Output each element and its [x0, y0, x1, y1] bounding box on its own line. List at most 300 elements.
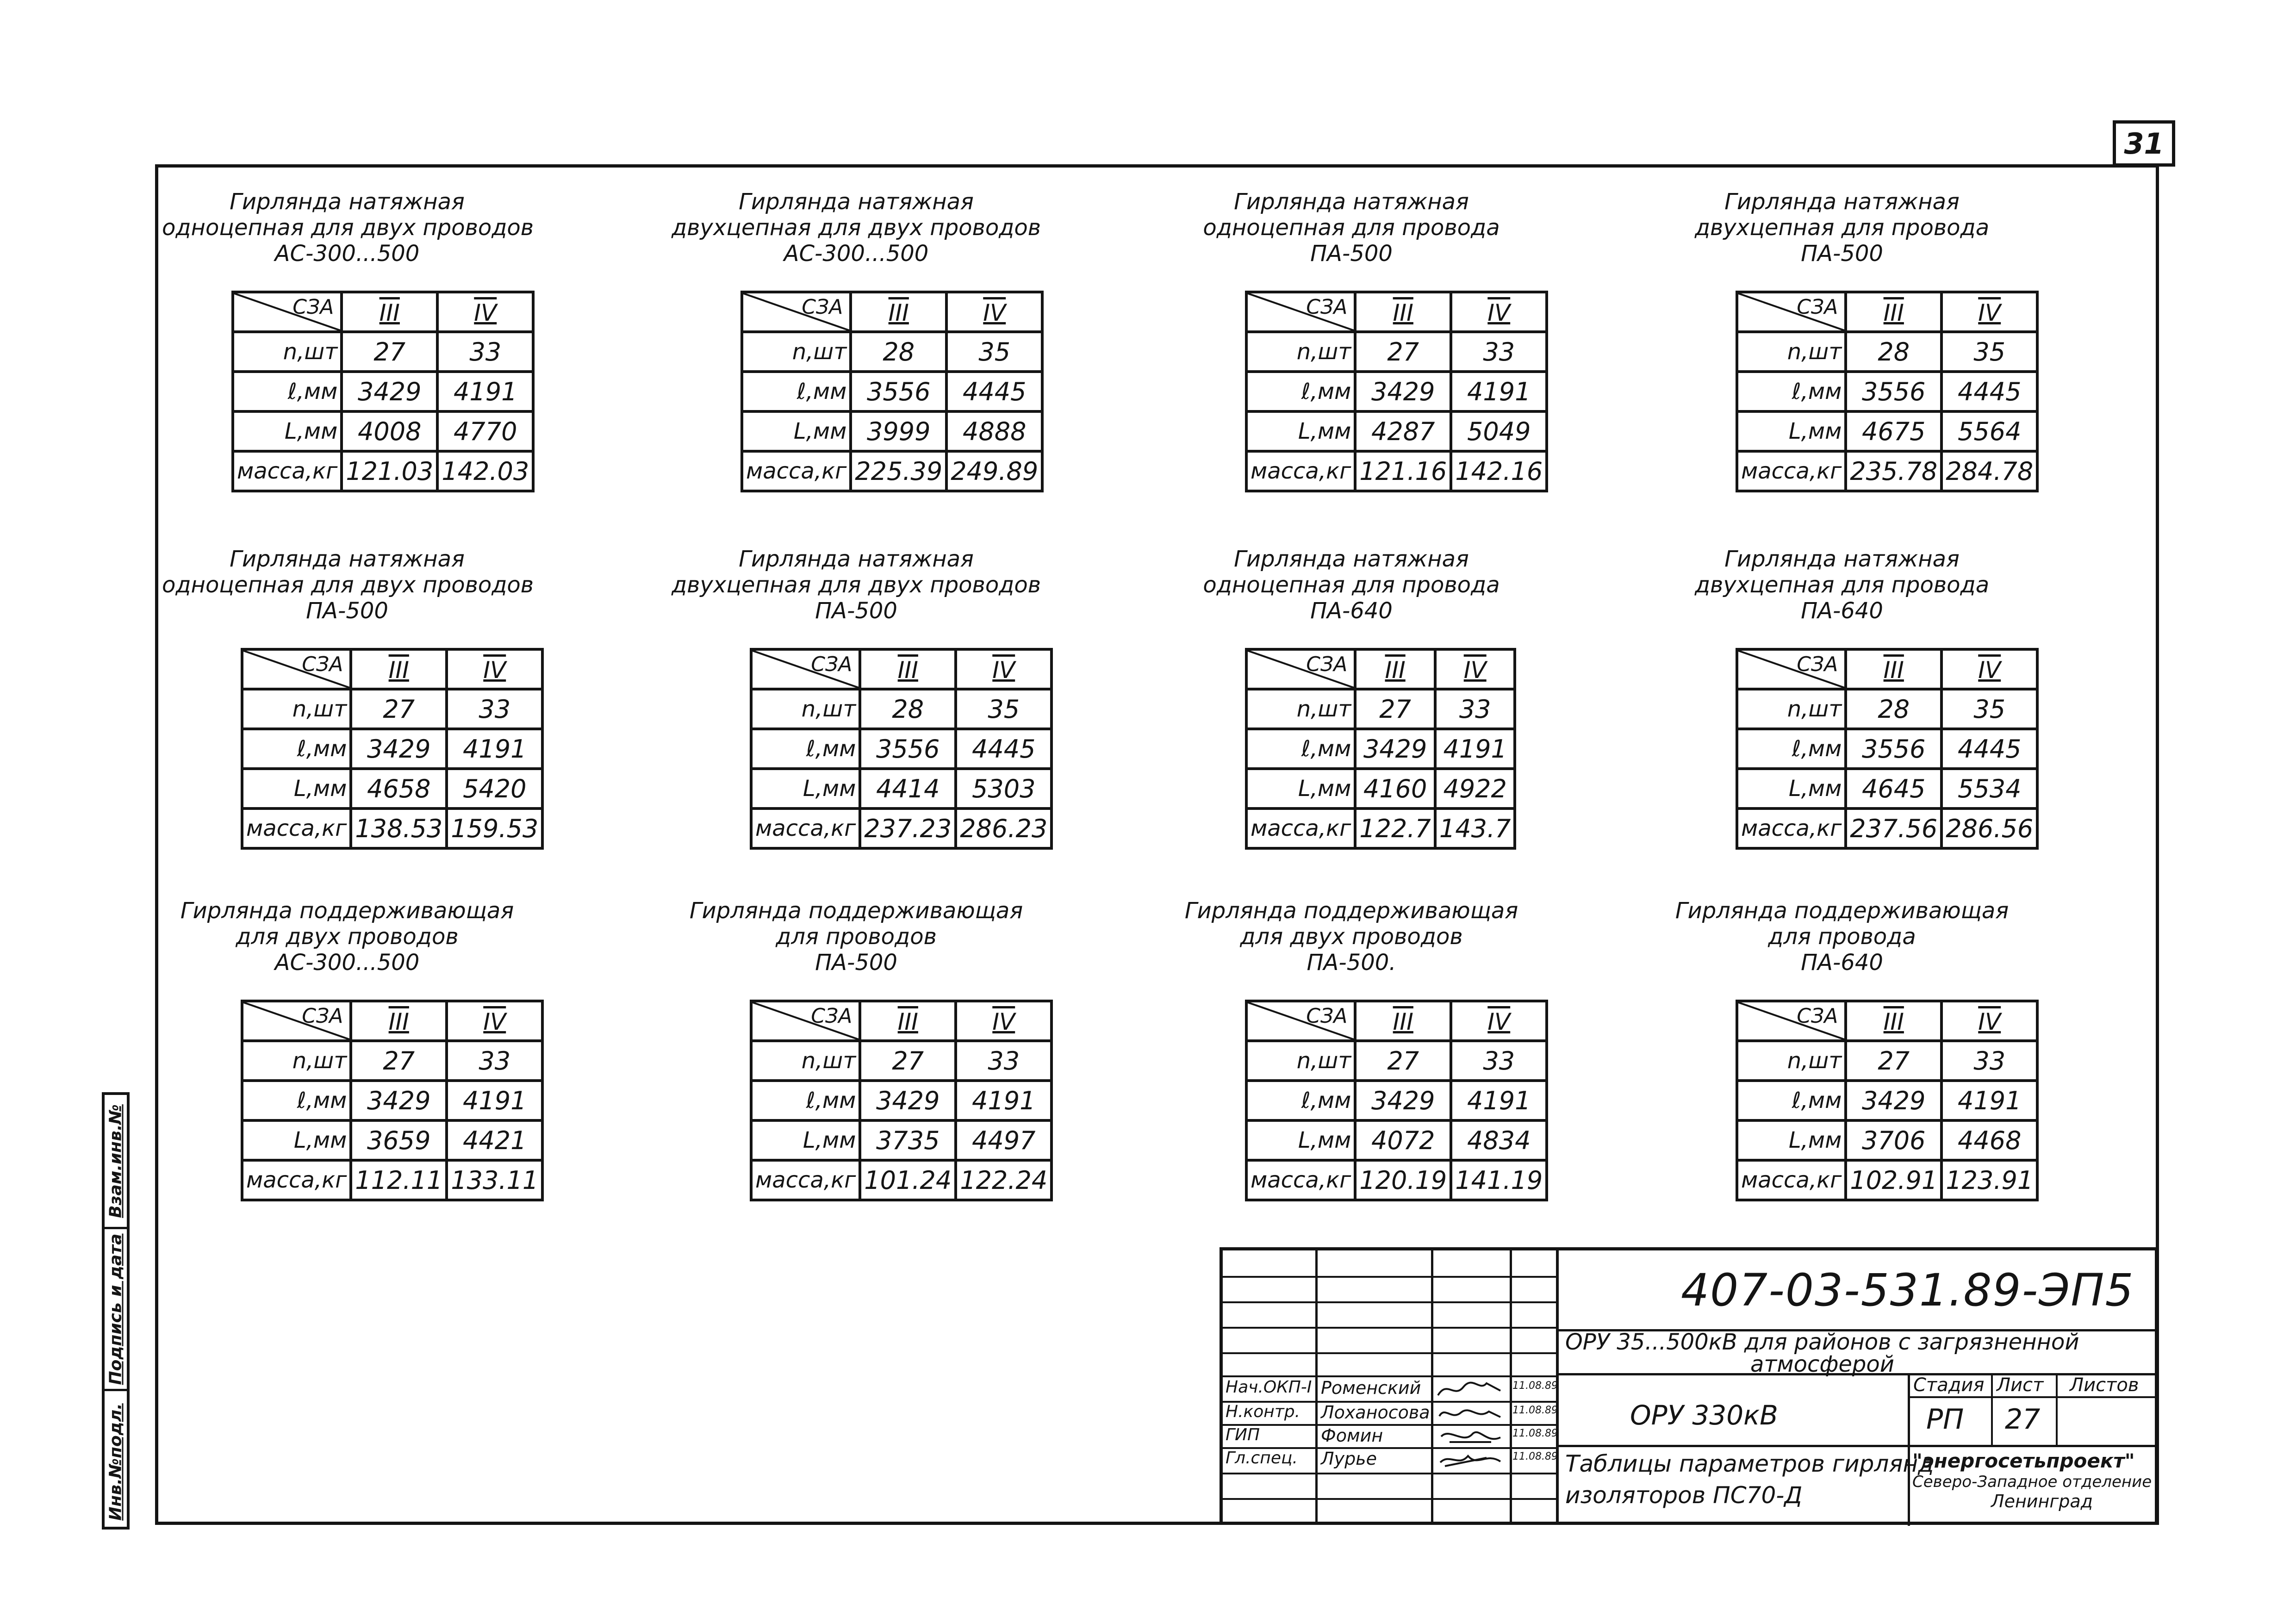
row-label: масса,кг: [751, 1160, 860, 1200]
corner-cell: [751, 649, 860, 689]
cell-value: 4191: [956, 1081, 1052, 1120]
cell-value: 133.11: [447, 1160, 542, 1200]
corner-cell: [1737, 292, 1846, 332]
corner-label: СЗА: [811, 1004, 852, 1028]
garland-title: [162, 898, 532, 976]
table-row: [242, 769, 542, 808]
cell-value: 27: [342, 332, 437, 372]
corner-label: СЗА: [302, 653, 343, 676]
garland-title-line: для двух проводов: [1240, 924, 1463, 950]
cell-value: 3735: [860, 1120, 956, 1160]
garland-title-line: Гирлянда натяжная: [1724, 189, 1960, 215]
table-row: [242, 1081, 542, 1120]
parameter-table: [1736, 291, 2039, 492]
cell-value: 3429: [1355, 372, 1451, 411]
column-header-iii: III: [342, 292, 437, 332]
cell-value: 35: [946, 332, 1042, 372]
staff-name-2: Лоханосова: [1321, 1402, 1430, 1423]
row-label: масса,кг: [1737, 451, 1846, 491]
corner-cell: [1737, 649, 1846, 689]
cell-value: 4497: [956, 1120, 1052, 1160]
organization-name: "энергосетьпроект": [1912, 1449, 2135, 1472]
parameter-table: [241, 1000, 544, 1201]
cell-value: 28: [1846, 332, 1941, 372]
table-row: [1737, 1041, 2037, 1081]
cell-value: 27: [351, 689, 447, 729]
row-label: масса,кг: [233, 451, 342, 491]
cell-value: 28: [851, 332, 946, 372]
parameter-table: [750, 1000, 1053, 1201]
garland-title-line: ПА-500.: [1307, 950, 1396, 976]
table-row: [1246, 689, 1515, 729]
cell-value: 4414: [860, 769, 956, 808]
title-block: [1220, 1247, 2158, 1525]
corner-cell: [233, 292, 342, 332]
table-header-row: [1737, 292, 2037, 332]
cell-value: 3556: [860, 729, 956, 769]
cell-value: 4191: [1941, 1081, 2037, 1120]
garland-title-line: для проводов: [776, 924, 937, 950]
table-row: [242, 1160, 542, 1200]
table-header-row: [1737, 649, 2037, 689]
row-label: n,шт: [742, 332, 851, 372]
staff-date-3: 11.08.89: [1512, 1428, 1558, 1439]
cell-value: 122.7: [1355, 808, 1435, 848]
garland-title-line: Гирлянда натяжная: [230, 546, 465, 572]
row-label: масса,кг: [742, 451, 851, 491]
cell-value: 4675: [1846, 411, 1941, 451]
sheet-label: Лист: [1997, 1374, 2044, 1396]
table-row: [233, 372, 533, 411]
corner-cell: [1246, 649, 1355, 689]
cell-value: 249.89: [946, 451, 1042, 491]
table-row: [751, 1120, 1052, 1160]
row-label: L,мм: [1737, 411, 1846, 451]
parameter-table: [1245, 291, 1548, 492]
staff-role-4: Гл.спец.: [1226, 1449, 1298, 1468]
table-row: [233, 451, 533, 491]
column-header-iii: III: [860, 1001, 956, 1041]
row-label: n,шт: [751, 689, 860, 729]
row-label: ℓ,мм: [1246, 372, 1355, 411]
table-row: [1246, 1160, 1547, 1200]
row-label: ℓ,мм: [242, 729, 351, 769]
side-stamp-strip: [102, 1092, 130, 1530]
cell-value: 121.03: [342, 451, 437, 491]
cell-value: 4445: [1941, 372, 2037, 411]
table-row: [751, 729, 1052, 769]
table-row: [1246, 769, 1515, 808]
table-row: [742, 372, 1042, 411]
cell-value: 27: [1355, 689, 1435, 729]
garland-title-line: Гирлянда натяжная: [739, 546, 974, 572]
cell-value: 5420: [447, 769, 542, 808]
cell-value: 4421: [447, 1120, 542, 1160]
corner-label: СЗА: [302, 1004, 343, 1028]
garland-title-line: ПА-500: [1310, 241, 1393, 267]
cell-value: 141.19: [1451, 1160, 1547, 1200]
cell-value: 4191: [447, 1081, 542, 1120]
cell-value: 5303: [956, 769, 1052, 808]
row-label: ℓ,мм: [242, 1081, 351, 1120]
cell-value: 4191: [1451, 1081, 1547, 1120]
cell-value: 120.19: [1355, 1160, 1451, 1200]
cell-value: 28: [860, 689, 956, 729]
row-label: L,мм: [1246, 1120, 1355, 1160]
table-row: [742, 332, 1042, 372]
corner-label: СЗА: [1306, 295, 1348, 319]
side-cell-replace: [105, 1095, 127, 1227]
parameter-table: [1736, 648, 2039, 850]
document-title-line-2: изоляторов ПС70-Д: [1565, 1482, 1803, 1509]
column-header-iii: III: [1355, 1001, 1451, 1041]
row-label: масса,кг: [1737, 808, 1846, 848]
row-label: L,мм: [242, 1120, 351, 1160]
staff-name-3: Фомин: [1321, 1425, 1383, 1446]
sheet-number: 31: [2113, 120, 2175, 167]
staff-date-4: 11.08.89: [1512, 1451, 1558, 1462]
cell-value: 3556: [1846, 372, 1941, 411]
cell-value: 121.16: [1355, 451, 1451, 491]
garland-title-line: двухцепная для провода: [1694, 215, 1990, 241]
row-label: n,шт: [242, 689, 351, 729]
signature-4: [1436, 1449, 1505, 1470]
garland-title-line: Гирлянда натяжная: [1724, 546, 1960, 572]
table-row: [1737, 689, 2037, 729]
cell-value: 102.91: [1846, 1160, 1941, 1200]
sheets-label: Листов: [2070, 1374, 2139, 1396]
garland-title-line: Гирлянда поддерживающая: [689, 898, 1023, 924]
parameter-table: [1736, 1000, 2039, 1201]
cell-value: 235.78: [1846, 451, 1941, 491]
row-label: ℓ,мм: [1737, 1081, 1846, 1120]
table-header-row: [742, 292, 1042, 332]
garland-title-line: ПА-500: [815, 598, 897, 624]
garland-title-line: ПА-640: [1801, 598, 1883, 624]
cell-value: 33: [447, 1041, 542, 1081]
signature-1: [1436, 1378, 1505, 1400]
table-row: [1737, 1160, 2037, 1200]
cell-value: 33: [1451, 1041, 1547, 1081]
project-title-line-2: атмосферой: [1750, 1351, 1894, 1377]
table-row: [233, 332, 533, 372]
cell-value: 4191: [437, 372, 533, 411]
cell-value: 4287: [1355, 411, 1451, 451]
cell-value: 101.24: [860, 1160, 956, 1200]
corner-label: СЗА: [802, 295, 843, 319]
table-row: [1246, 729, 1515, 769]
column-header-iii: III: [351, 649, 447, 689]
cell-value: 4834: [1451, 1120, 1547, 1160]
column-header-iii: III: [1355, 649, 1435, 689]
garland-title: [1657, 189, 2027, 267]
cell-value: 4191: [1451, 372, 1547, 411]
table-row: [242, 808, 542, 848]
cell-value: 3429: [1355, 1081, 1451, 1120]
table-row: [751, 1081, 1052, 1120]
cell-value: 4468: [1941, 1120, 2037, 1160]
garland-title-line: ПА-500: [306, 598, 388, 624]
cell-value: 142.16: [1451, 451, 1547, 491]
cell-value: 33: [437, 332, 533, 372]
organization-city: Ленинград: [1991, 1491, 2093, 1511]
cell-value: 123.91: [1941, 1160, 2037, 1200]
cell-value: 35: [956, 689, 1052, 729]
garland-title-line: АС-300...500: [274, 241, 420, 267]
side-label-inv: Инв.№подл.: [106, 1403, 125, 1521]
cell-value: 286.56: [1941, 808, 2037, 848]
garland-title-line: Гирлянда натяжная: [1234, 189, 1469, 215]
corner-label: СЗА: [1797, 295, 1838, 319]
cell-value: 3999: [851, 411, 946, 451]
column-header-iii: III: [851, 292, 946, 332]
garland-title-line: Гирлянда поддерживающая: [1675, 898, 2009, 924]
row-label: n,шт: [1246, 689, 1355, 729]
column-header-iii: III: [860, 649, 956, 689]
signature-2: [1436, 1402, 1505, 1424]
table-row: [1737, 808, 2037, 848]
row-label: n,шт: [1737, 689, 1846, 729]
cell-value: 142.03: [437, 451, 533, 491]
column-header-iii: III: [1846, 1001, 1941, 1041]
corner-cell: [1246, 1001, 1355, 1041]
row-label: ℓ,мм: [1737, 372, 1846, 411]
staff-date-2: 11.08.89: [1512, 1405, 1558, 1416]
cell-value: 4191: [1435, 729, 1515, 769]
table-row: [242, 1041, 542, 1081]
garland-title: [1657, 546, 2027, 624]
cell-value: 286.23: [956, 808, 1052, 848]
corner-label: СЗА: [1306, 653, 1348, 676]
staff-role-3: ГИП: [1226, 1425, 1260, 1444]
cell-value: 4888: [946, 411, 1042, 451]
garland-title-line: одноцепная для двух проводов: [162, 572, 534, 598]
table-row: [1737, 451, 2037, 491]
column-header-iv: IV: [1451, 1001, 1547, 1041]
table-row: [742, 411, 1042, 451]
cell-value: 3556: [851, 372, 946, 411]
cell-value: 5564: [1941, 411, 2037, 451]
table-header-row: [242, 1001, 542, 1041]
garland-title-line: Гирлянда поддерживающая: [180, 898, 514, 924]
parameter-table: [740, 291, 1044, 492]
table-row: [751, 1041, 1052, 1081]
row-label: масса,кг: [242, 1160, 351, 1200]
stage-label: Стадия: [1913, 1374, 1985, 1396]
cell-value: 237.23: [860, 808, 956, 848]
cell-value: 5534: [1941, 769, 2037, 808]
row-label: масса,кг: [1737, 1160, 1846, 1200]
row-label: масса,кг: [751, 808, 860, 848]
cell-value: 4008: [342, 411, 437, 451]
table-header-row: [751, 649, 1052, 689]
table-row: [233, 411, 533, 451]
column-header-iv: IV: [1451, 292, 1547, 332]
corner-label: СЗА: [1797, 653, 1838, 676]
column-header-iii: III: [1846, 292, 1941, 332]
garland-title: [671, 546, 1041, 624]
garland-title-line: одноцепная для провода: [1203, 572, 1500, 598]
cell-value: 3429: [342, 372, 437, 411]
table-header-row: [1246, 1001, 1547, 1041]
corner-cell: [1246, 292, 1355, 332]
cell-value: 27: [1846, 1041, 1941, 1081]
cell-value: 35: [1941, 332, 2037, 372]
garland-title-line: ПА-640: [1801, 950, 1883, 976]
table-row: [242, 689, 542, 729]
table-header-row: [233, 292, 533, 332]
cell-value: 33: [956, 1041, 1052, 1081]
table-header-row: [751, 1001, 1052, 1041]
cell-value: 143.7: [1435, 808, 1515, 848]
cell-value: 4072: [1355, 1120, 1451, 1160]
row-label: L,мм: [751, 1120, 860, 1160]
row-label: ℓ,мм: [742, 372, 851, 411]
table-row: [1246, 1041, 1547, 1081]
row-label: n,шт: [1737, 332, 1846, 372]
cell-value: 27: [860, 1041, 956, 1081]
object-name: ОРУ 330кВ: [1630, 1399, 1778, 1431]
cell-value: 3659: [351, 1120, 447, 1160]
garland-title-line: двухцепная для провода: [1694, 572, 1990, 598]
cell-value: 3706: [1846, 1120, 1941, 1160]
table-row: [751, 1160, 1052, 1200]
cell-value: 28: [1846, 689, 1941, 729]
cell-value: 4160: [1355, 769, 1435, 808]
corner-cell: [742, 292, 851, 332]
row-label: L,мм: [1246, 411, 1355, 451]
column-header-iv: IV: [447, 649, 542, 689]
cell-value: 3429: [1355, 729, 1435, 769]
table-row: [1246, 332, 1547, 372]
garland-title-line: для двух проводов: [236, 924, 459, 950]
cell-value: 4645: [1846, 769, 1941, 808]
corner-label: СЗА: [1306, 1004, 1348, 1028]
garland-title: [671, 189, 1041, 267]
parameter-table: [241, 648, 544, 850]
row-label: n,шт: [233, 332, 342, 372]
staff-name-1: Роменский: [1321, 1378, 1421, 1398]
column-header-iv: IV: [1941, 1001, 2037, 1041]
staff-date-1: 11.08.89: [1512, 1380, 1558, 1392]
table-row: [1246, 1081, 1547, 1120]
stage-value: РП: [1926, 1403, 1964, 1436]
garland-title-line: ПА-500: [1801, 241, 1883, 267]
garland-title-line: двухцепная для двух проводов: [671, 572, 1041, 598]
parameter-table: [1245, 648, 1516, 850]
row-label: L,мм: [1246, 769, 1355, 808]
parameter-table: [750, 648, 1053, 850]
table-row: [751, 689, 1052, 729]
side-cell-inv: [105, 1389, 127, 1532]
column-header-iii: III: [351, 1001, 447, 1041]
column-header-iv: IV: [946, 292, 1042, 332]
table-row: [242, 1120, 542, 1160]
cell-value: 284.78: [1941, 451, 2037, 491]
staff-role-1: Нач.ОКП-I: [1226, 1378, 1312, 1397]
cell-value: 33: [1941, 1041, 2037, 1081]
cell-value: 3556: [1846, 729, 1941, 769]
cell-value: 27: [1355, 1041, 1451, 1081]
side-cell-sign: [105, 1227, 127, 1389]
cell-value: 225.39: [851, 451, 946, 491]
corner-label: СЗА: [1797, 1004, 1838, 1028]
staff-name-4: Лурье: [1321, 1449, 1377, 1469]
table-row: [1737, 769, 2037, 808]
row-label: ℓ,мм: [233, 372, 342, 411]
sheet-value: 27: [2005, 1403, 2041, 1436]
row-label: n,шт: [1246, 1041, 1355, 1081]
column-header-iii: III: [1355, 292, 1451, 332]
garland-title: [1166, 546, 1537, 624]
cell-value: 138.53: [351, 808, 447, 848]
parameter-table: [231, 291, 535, 492]
cell-value: 4922: [1435, 769, 1515, 808]
garland-title-line: Гирлянда натяжная: [739, 189, 974, 215]
table-row: [1737, 411, 2037, 451]
organization-branch: Северо-Западное отделение: [1912, 1473, 2152, 1491]
cell-value: 4445: [946, 372, 1042, 411]
cell-value: 5049: [1451, 411, 1547, 451]
column-header-iv: IV: [1435, 649, 1515, 689]
cell-value: 33: [1451, 332, 1547, 372]
table-row: [1737, 372, 2037, 411]
column-header-iv: IV: [1941, 292, 2037, 332]
table-header-row: [242, 649, 542, 689]
cell-value: 33: [447, 689, 542, 729]
corner-label: СЗА: [292, 295, 334, 319]
parameter-table: [1245, 1000, 1548, 1201]
document-code: 407-03-531.89-ЭП5: [1681, 1264, 2134, 1316]
row-label: ℓ,мм: [1246, 729, 1355, 769]
column-header-iv: IV: [1941, 649, 2037, 689]
garland-title: [162, 189, 532, 267]
row-label: ℓ,мм: [1246, 1081, 1355, 1120]
row-label: L,мм: [742, 411, 851, 451]
table-row: [1737, 1120, 2037, 1160]
cell-value: 33: [1435, 689, 1515, 729]
side-label-replace: Взам.инв.№: [106, 1104, 125, 1218]
cell-value: 3429: [860, 1081, 956, 1120]
corner-cell: [1737, 1001, 1846, 1041]
row-label: масса,кг: [242, 808, 351, 848]
garland-title: [671, 898, 1041, 976]
garland-title-line: одноцепная для двух проводов: [162, 215, 534, 241]
cell-value: 3429: [351, 729, 447, 769]
garland-title-line: Гирлянда поддерживающая: [1184, 898, 1518, 924]
row-label: ℓ,мм: [751, 1081, 860, 1120]
row-label: L,мм: [242, 769, 351, 808]
cell-value: 35: [1941, 689, 2037, 729]
garland-title: [1657, 898, 2027, 976]
garland-title-line: ПА-640: [1310, 598, 1393, 624]
table-row: [242, 729, 542, 769]
row-label: масса,кг: [1246, 1160, 1355, 1200]
side-label-sign: Подпись и дата: [106, 1233, 125, 1385]
table-row: [751, 808, 1052, 848]
column-header-iv: IV: [447, 1001, 542, 1041]
garland-title-line: Гирлянда натяжная: [230, 189, 465, 215]
table-row: [1246, 451, 1547, 491]
row-label: масса,кг: [1246, 451, 1355, 491]
cell-value: 237.56: [1846, 808, 1941, 848]
row-label: ℓ,мм: [751, 729, 860, 769]
row-label: L,мм: [1737, 769, 1846, 808]
table-row: [1246, 808, 1515, 848]
table-row: [1737, 729, 2037, 769]
garland-title-line: Гирлянда натяжная: [1234, 546, 1469, 572]
corner-cell: [242, 649, 351, 689]
